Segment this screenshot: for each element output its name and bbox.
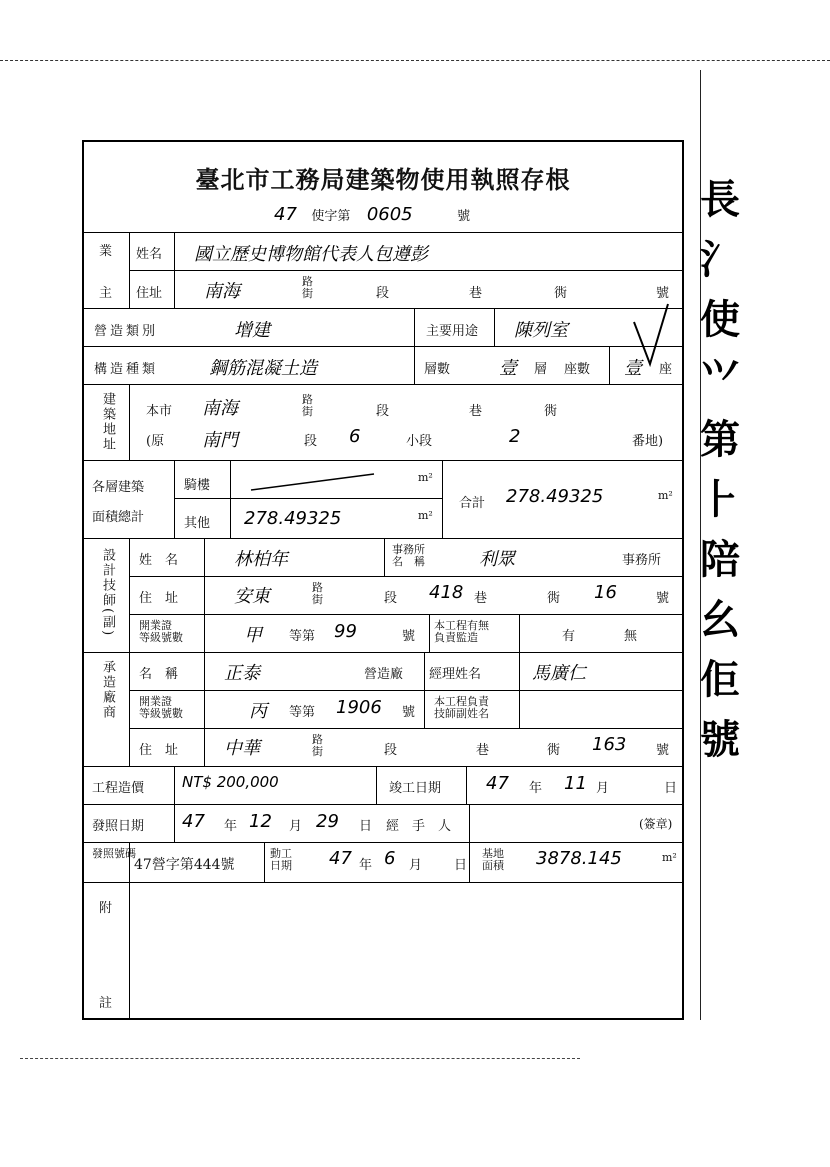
area-label-1: 各層建築 bbox=[92, 480, 145, 495]
count-unit: 座 bbox=[659, 362, 673, 377]
site-alley: 衖 bbox=[544, 404, 558, 419]
owner-road bbox=[302, 276, 313, 300]
designer-road bbox=[312, 582, 323, 606]
designer-office-suffix: 事務所 bbox=[622, 553, 662, 568]
site-road-value: 南海 bbox=[202, 398, 238, 419]
owner-no: 號 bbox=[656, 286, 670, 301]
permit-label: 使字第 bbox=[311, 209, 351, 224]
owner-name-label: 姓名 bbox=[136, 247, 163, 262]
permit-number: 0605 bbox=[366, 204, 413, 225]
col-line bbox=[519, 652, 520, 728]
contractor-tech-label bbox=[434, 696, 489, 720]
row-line bbox=[84, 538, 682, 539]
seal-label: (簽章) bbox=[639, 817, 673, 831]
col-line bbox=[519, 614, 520, 652]
col-line bbox=[129, 384, 130, 460]
owner-road-label: 路 bbox=[302, 275, 313, 288]
contractor-tech-label-1: 本工程負責 bbox=[434, 695, 489, 708]
col-line bbox=[230, 460, 231, 538]
structure-label: 構造種類 bbox=[94, 362, 159, 377]
permit-number-line bbox=[274, 204, 614, 225]
designer-office-label-1: 事務所 bbox=[392, 543, 425, 556]
col-line bbox=[174, 460, 175, 538]
contractor-license-grade: 丙 bbox=[249, 701, 267, 722]
row-line bbox=[174, 498, 442, 499]
issue-label: 發照日期 bbox=[92, 819, 145, 834]
scan-noise-bottom bbox=[20, 1058, 580, 1059]
designer-supervise-label bbox=[434, 620, 489, 644]
col-line bbox=[469, 804, 470, 842]
site-small-sec: 小段 bbox=[406, 434, 433, 449]
designer-supervise-label-1: 本工程有無 bbox=[434, 619, 489, 632]
col-line bbox=[204, 538, 205, 766]
designer-office-label bbox=[392, 544, 425, 568]
contractor-alley: 衖 bbox=[547, 743, 561, 758]
done-month: 11 bbox=[564, 773, 587, 794]
contractor-street-label: 街 bbox=[312, 745, 323, 758]
remarks-label-1: 附 bbox=[99, 901, 113, 916]
designer-office-label-2: 名 稱 bbox=[392, 555, 425, 568]
issue-year-unit: 年 bbox=[224, 819, 238, 834]
designer-supervise-label-2: 負責監造 bbox=[434, 631, 478, 644]
contractor-addr-value: 中華 bbox=[224, 738, 260, 759]
col-line bbox=[174, 804, 175, 842]
contractor-addr-label: 住 址 bbox=[139, 743, 179, 758]
designer-addr-value: 安東 bbox=[234, 586, 270, 607]
designer-no-value: 16 bbox=[594, 582, 617, 603]
designer-no: 號 bbox=[656, 591, 670, 606]
contractor-tech-label-2: 技師副姓名 bbox=[434, 707, 489, 720]
issue-year: 47 bbox=[182, 811, 205, 832]
count-value: 壹 bbox=[624, 358, 642, 379]
owner-label-2: 主 bbox=[99, 286, 113, 301]
site-orig-label: (原 bbox=[146, 434, 165, 449]
contractor-sec: 段 bbox=[384, 743, 398, 758]
contractor-license-label-2: 等級號數 bbox=[139, 707, 183, 720]
col-line bbox=[384, 538, 385, 576]
adjacent-page-text: 長 ⺡ 使 ⺍ 第 ⺊ 陪 ⺓ 佢 號 bbox=[700, 176, 740, 763]
cost-value: NT$ 200,000 bbox=[182, 773, 279, 791]
start-label-1: 動工 bbox=[270, 847, 292, 860]
arcade-unit: m² bbox=[418, 471, 433, 484]
col-line bbox=[264, 842, 265, 882]
col-line bbox=[442, 460, 443, 538]
start-day-unit: 日 bbox=[454, 858, 468, 873]
structure-value: 鋼筋混凝土造 bbox=[209, 358, 317, 379]
use-label: 主要用途 bbox=[426, 324, 479, 339]
site-sec: 段 bbox=[376, 404, 390, 419]
contractor-name-value: 正泰 bbox=[224, 663, 260, 684]
contractor-road-label: 路 bbox=[312, 733, 323, 746]
col-line bbox=[469, 842, 470, 882]
total-value: 278.49325 bbox=[506, 486, 604, 507]
owner-label-1: 業 bbox=[99, 244, 113, 259]
issue-month: 12 bbox=[249, 811, 272, 832]
col-line bbox=[424, 652, 425, 728]
col-line bbox=[494, 308, 495, 346]
manager-label: 經理姓名 bbox=[429, 667, 482, 682]
col-line bbox=[376, 766, 377, 804]
floors-value: 壹 bbox=[499, 358, 517, 379]
col-line bbox=[429, 614, 430, 652]
designer-addr-label: 住 址 bbox=[139, 591, 179, 606]
owner-sec: 段 bbox=[376, 286, 390, 301]
designer-license-grade: 甲 bbox=[244, 625, 262, 646]
site-road bbox=[302, 394, 313, 418]
designer-license-label-1: 開業證 bbox=[139, 619, 172, 632]
start-year: 47 bbox=[329, 848, 352, 869]
owner-addr-label: 住址 bbox=[136, 286, 163, 301]
contractor-license-mid: 等第 bbox=[289, 705, 316, 720]
site-orig-sec: 段 bbox=[304, 434, 318, 449]
remarks-label-2: 註 bbox=[99, 996, 113, 1011]
row-line bbox=[84, 842, 682, 843]
col-line bbox=[609, 346, 610, 384]
contractor-license-suffix: 號 bbox=[402, 705, 416, 720]
designer-sec: 段 bbox=[384, 591, 398, 606]
col-line bbox=[129, 538, 130, 766]
owner-alley: 衖 bbox=[554, 286, 568, 301]
start-month-unit: 月 bbox=[409, 858, 423, 873]
start-label-2: 日期 bbox=[270, 859, 292, 872]
arcade-strike-line bbox=[249, 470, 379, 494]
row-line bbox=[84, 652, 682, 653]
site-orig-sec-no: 6 bbox=[349, 426, 361, 447]
area-label-2: 面積總計 bbox=[92, 510, 145, 525]
permit-no-value: 47營字第444號 bbox=[134, 857, 235, 873]
col-line bbox=[129, 882, 130, 1018]
designer-road-label: 路 bbox=[312, 581, 323, 594]
site-lane: 巷 bbox=[469, 404, 483, 419]
owner-lane: 巷 bbox=[469, 286, 483, 301]
designer-name-label: 姓 名 bbox=[139, 553, 179, 568]
done-month-unit: 月 bbox=[596, 781, 610, 796]
done-label: 竣工日期 bbox=[389, 781, 442, 796]
col-line bbox=[174, 766, 175, 804]
contractor-name-suffix: 營造廠 bbox=[364, 667, 404, 682]
designer-license-suffix: 號 bbox=[402, 629, 416, 644]
arcade-label: 騎樓 bbox=[184, 478, 211, 493]
designer-supervise-yes: 有 bbox=[562, 629, 576, 644]
done-year: 47 bbox=[486, 773, 509, 794]
row-line bbox=[129, 614, 682, 615]
floors-unit: 層 bbox=[534, 362, 548, 377]
contractor-no: 號 bbox=[656, 743, 670, 758]
permit-year: 47 bbox=[274, 204, 297, 225]
designer-license-label-2: 等級號數 bbox=[139, 631, 183, 644]
manager-value: 馬廣仁 bbox=[532, 663, 586, 684]
site-road-label: 路 bbox=[302, 393, 313, 406]
site-lot-label: 番地) bbox=[632, 434, 664, 449]
build-type-value: 增建 bbox=[234, 320, 270, 341]
designer-supervise-no: 無 bbox=[624, 629, 638, 644]
build-type-label: 營造類別 bbox=[94, 324, 159, 339]
done-year-unit: 年 bbox=[529, 781, 543, 796]
permit-suffix: 號 bbox=[457, 209, 471, 224]
designer-street-label: 街 bbox=[312, 593, 323, 606]
designer-office-value: 利眾 bbox=[479, 549, 515, 570]
designer-name-value: 林柏年 bbox=[234, 549, 288, 570]
base-label-1: 基地 bbox=[482, 847, 504, 860]
count-label: 座數 bbox=[564, 362, 591, 377]
contractor-label: 承造廠商 bbox=[100, 660, 115, 720]
owner-name-value: 國立歷史博物館代表人包遵彭 bbox=[194, 244, 428, 265]
issue-month-unit: 月 bbox=[289, 819, 303, 834]
row-line bbox=[129, 576, 682, 577]
contractor-license-no: 1906 bbox=[336, 697, 382, 718]
designer-alley: 衖 bbox=[547, 591, 561, 606]
form-title: 臺北市工務局建築物使用執照存根 bbox=[195, 165, 571, 194]
contractor-license-label bbox=[139, 696, 183, 720]
row-line bbox=[129, 270, 682, 271]
handler-label: 經 手 人 bbox=[386, 819, 452, 834]
row-line bbox=[84, 384, 682, 385]
issue-day-unit: 日 bbox=[359, 819, 373, 834]
site-label: 建築地址 bbox=[100, 392, 115, 452]
base-value: 3878.145 bbox=[536, 848, 622, 869]
start-year-unit: 年 bbox=[359, 858, 373, 873]
other-label: 其他 bbox=[184, 516, 211, 531]
site-city: 本市 bbox=[146, 404, 173, 419]
use-value: 陳列室 bbox=[514, 320, 568, 341]
designer-lane: 巷 bbox=[474, 591, 488, 606]
base-label-2: 面積 bbox=[482, 859, 504, 872]
row-line bbox=[129, 690, 682, 691]
floors-label: 層數 bbox=[424, 362, 451, 377]
other-value: 278.49325 bbox=[244, 508, 342, 529]
done-day-unit: 日 bbox=[664, 781, 678, 796]
owner-street-label: 街 bbox=[302, 287, 313, 300]
contractor-name-label: 名 稱 bbox=[139, 667, 179, 682]
base-unit: m² bbox=[662, 851, 677, 864]
site-orig-value: 南門 bbox=[202, 430, 238, 451]
col-line bbox=[129, 232, 130, 308]
designer-label: 設計技師(副) bbox=[100, 548, 115, 638]
row-line bbox=[84, 308, 682, 309]
designer-license-no: 99 bbox=[334, 621, 357, 642]
row-line bbox=[129, 728, 682, 729]
row-line bbox=[84, 882, 682, 883]
owner-addr-value: 南海 bbox=[204, 281, 240, 302]
col-line bbox=[466, 766, 467, 804]
designer-lane-value: 418 bbox=[429, 582, 464, 603]
permit-form bbox=[82, 140, 684, 1020]
row-line bbox=[84, 346, 682, 347]
col-line bbox=[174, 232, 175, 308]
permit-no-label: 發照號碼 bbox=[92, 847, 136, 860]
contractor-road bbox=[312, 734, 323, 758]
start-label bbox=[270, 848, 292, 872]
total-label: 合計 bbox=[459, 496, 486, 511]
contractor-lane: 巷 bbox=[476, 743, 490, 758]
site-small-sec-no: 2 bbox=[509, 426, 521, 447]
contractor-no-value: 163 bbox=[592, 734, 627, 755]
start-month: 6 bbox=[384, 848, 396, 869]
other-unit: m² bbox=[418, 509, 433, 522]
base-label bbox=[482, 848, 504, 872]
total-unit: m² bbox=[658, 489, 673, 502]
col-line bbox=[414, 308, 415, 384]
designer-license-mid: 等第 bbox=[289, 629, 316, 644]
site-street-label: 街 bbox=[302, 405, 313, 418]
designer-license-label bbox=[139, 620, 183, 644]
issue-day: 29 bbox=[316, 811, 339, 832]
cost-label: 工程造價 bbox=[92, 781, 145, 796]
contractor-license-label-1: 開業證 bbox=[139, 695, 172, 708]
